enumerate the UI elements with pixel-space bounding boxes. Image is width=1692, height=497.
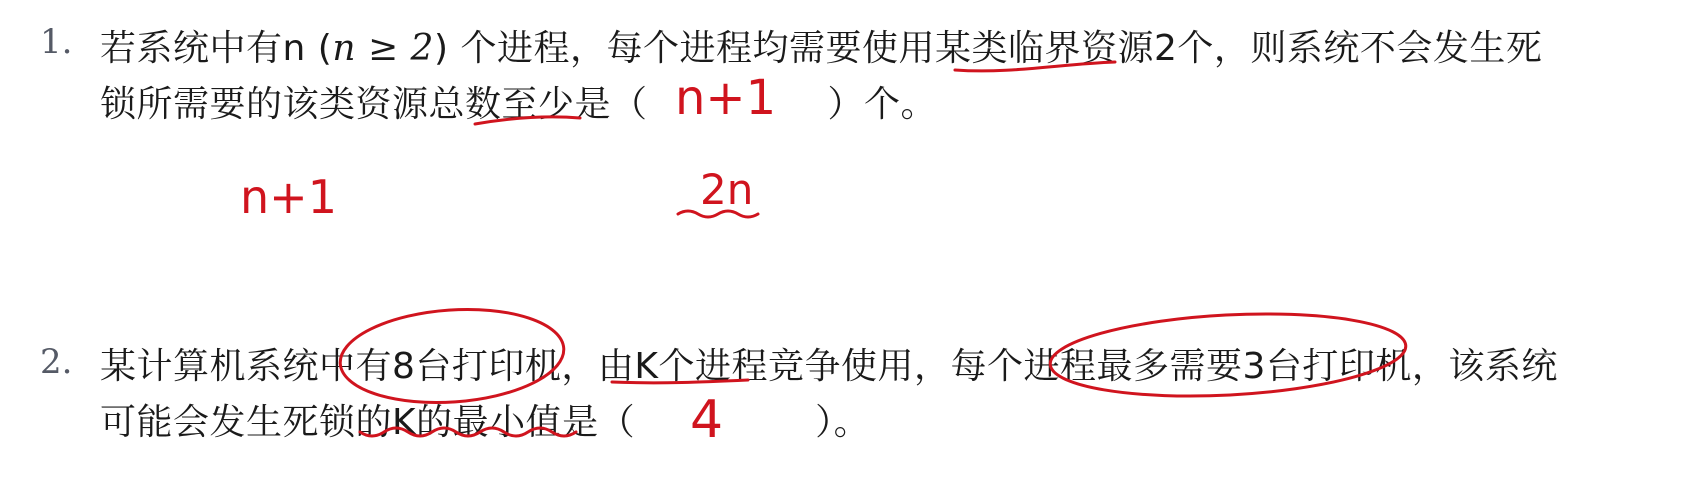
question-1-math: n ≥ 2 <box>332 28 434 69</box>
question-1-line-2 <box>100 76 937 127</box>
question-1-number: 1. <box>40 22 73 62</box>
note-n-plus-1: n+1 <box>240 170 337 224</box>
note-2n: 2n <box>700 165 754 214</box>
question-2-text-a: 可能会发生死锁的K的最小值是（ <box>100 402 636 443</box>
question-2-line-1: 某计算机系统中有8台打印机，由K个进程竞争使用，每个进程最多需要3台打印机，该系统 <box>100 346 1558 387</box>
question-1-text-b: ) 个进程，每个进程均需要使用某类临界资源2个，则系统不会发生死 <box>433 28 1543 69</box>
question-2-text-b: ）。 <box>815 402 871 443</box>
question-1-text-a: 若系统中有n ( <box>100 28 333 69</box>
question-2-line-2 <box>100 394 870 445</box>
question-1-text-c: 锁所需要的该类资源总数至少是（ <box>100 84 648 125</box>
question-2-number: 2. <box>40 342 73 382</box>
question-1-line-1 <box>100 20 1542 71</box>
question-2-handwritten-answer: 4 <box>690 390 724 450</box>
question-1-text-d: ）个。 <box>827 84 938 125</box>
question-1-handwritten-answer: n+1 <box>675 70 777 126</box>
